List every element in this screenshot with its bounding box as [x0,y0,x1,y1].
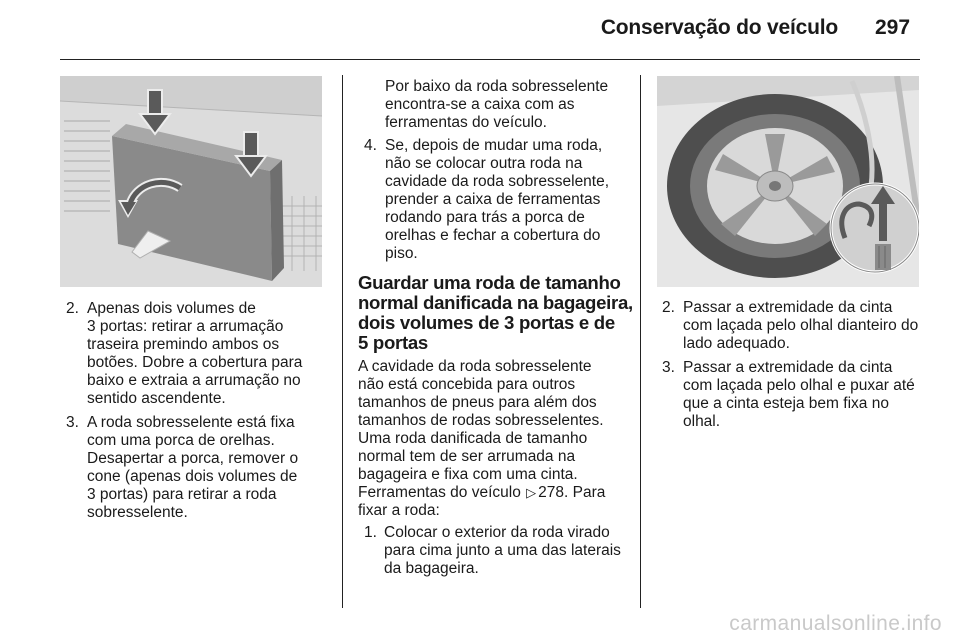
watermark: carmanualsonline.info [729,612,942,635]
spare-wheel-strap-illustration [657,76,919,287]
text-line: prender a caixa de ferramentas [385,191,601,208]
step-number: 3. [662,359,675,376]
text-line: com uma porca de orelhas. [87,432,275,449]
page-reference-link[interactable]: 278 [538,484,565,501]
text-line: Desapertar a porca, remover o [87,450,299,467]
page-title: Conservação do veículo [600,16,838,39]
heading-line: dois volumes de 3 portas e de [358,312,615,333]
text-line: cone (apenas dois volumes de [87,468,298,485]
text-line: Passar a extremidade da cinta [683,299,893,316]
text-line: sentido ascendente. [87,390,226,407]
text-line: Por baixo da roda sobresselente [385,78,609,95]
heading-line: 5 portas [358,332,428,353]
text-line: Se, depois de mudar uma roda, [385,137,603,154]
column-divider-left [342,75,343,608]
text-line: botões. Dobre a cobertura para [87,354,303,371]
text-line: A roda sobresselente está fixa [87,414,295,431]
text-line [358,484,638,502]
text-line: lado adequado. [683,335,790,352]
text-line: para cima junto a uma das laterais [384,542,621,559]
storage-cover-illustration [60,76,322,287]
text-line: fixar a roda: [358,502,440,519]
text-fragment: . Para [564,484,606,501]
text-line: sobresselente. [87,504,188,521]
toolbox-location-note [385,78,635,132]
text-line: traseira premindo ambos os [87,336,280,353]
text-line: bagageira e fixa com uma cinta. [358,466,578,483]
text-line: A cavidade da roda sobresselente [358,358,592,375]
text-line: olhal. [683,413,721,430]
text-line: da bagageira. [384,560,479,577]
text-line: normal tem de ser arrumada na [358,448,576,465]
section-body [358,358,638,520]
page-number: 297 [875,16,911,39]
section-heading [358,273,640,353]
text-line: Apenas dois volumes de [87,300,256,317]
text-line: orelhas e fechar a cobertura do [385,227,601,244]
text-line: baixo e extraia a arrumação no [87,372,301,389]
text-line: que a cinta esteja bem fixa no [683,395,889,412]
page-reference-arrow-icon: ▷ [526,485,537,500]
text-line: não está concebida para outros [358,376,576,393]
text-line: com laçada pelo olhal dianteiro do [683,317,919,334]
column-divider-right [640,75,641,608]
step-number: 2. [66,300,79,317]
text-line: Passar a extremidade da cinta [683,359,893,376]
text-line: tamanhos de pneus para além dos [358,394,597,411]
step-number: 1. [364,524,377,541]
header-divider [60,59,920,60]
heading-line: Guardar uma roda de tamanho [358,272,621,293]
text-line: não se colocar outra roda na [385,155,583,172]
text-line: cavidade da roda sobresselente, [385,173,610,190]
heading-line: normal danificada na bagageira, [358,292,633,313]
text-line: ferramentas do veículo. [385,114,547,131]
text-line: 3 portas) para retirar a roda [87,486,277,503]
step-number: 4. [364,137,377,154]
text-line: com laçada pelo olhal e puxar até [683,377,915,394]
text-line: rodando para trás a porca de [385,209,585,226]
text-line: Uma roda danificada de tamanho [358,430,588,447]
step-number: 3. [66,414,79,431]
step-number: 2. [662,299,675,316]
text-line: tamanhos de rodas sobresselentes. [358,412,604,429]
text-line: encontra-se a caixa com as [385,96,575,113]
text-line: piso. [385,245,418,262]
text-fragment: Ferramentas do veículo [358,484,521,501]
text-line: 3 portas: retirar a arrumação [87,318,284,335]
text-line: Colocar o exterior da roda virado [384,524,610,541]
